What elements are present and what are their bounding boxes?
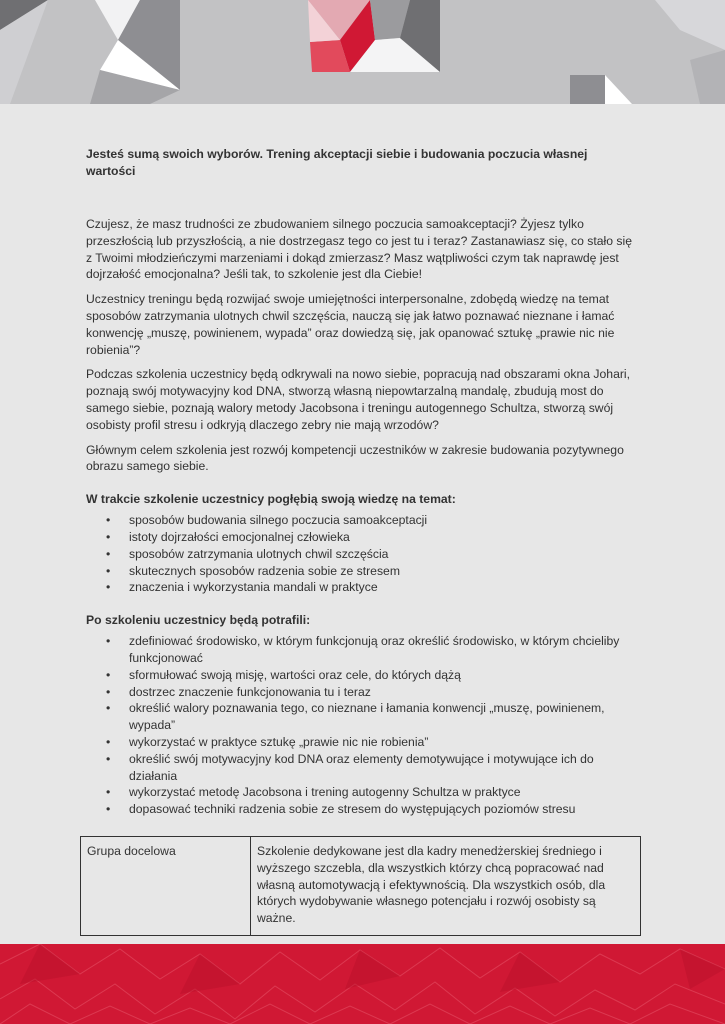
bullet-icon: •: [106, 513, 111, 528]
list-item: [86, 529, 634, 546]
target-group-table: [80, 836, 641, 936]
bullet-icon: •: [106, 580, 111, 595]
document-title: Jesteś sumą swoich wyborów. Trening akceptacji siebie i budowania poczucia własnej wartości: [86, 147, 588, 178]
list-item-text: wykorzystać w praktyce sztukę „prawie nic nie robienia”: [129, 734, 429, 749]
list-item-text: określić walory poznawania tego, co nieznane i łamania konwencji „muszę, powinienem, wypada”: [129, 701, 605, 733]
list-item: [86, 784, 634, 801]
list-item: [86, 667, 634, 684]
skills-list: [86, 633, 634, 818]
list-item: [86, 563, 634, 580]
table-label-cell: Grupa docelowa: [81, 837, 251, 936]
list-item-text: zdefiniować środowisko, w którym funkcjonują oraz określić środowisko, w którym chcieliby funkcjonować: [129, 634, 620, 665]
list-item-text: sposobów zatrzymania ulotnych chwil szczęścia: [129, 546, 389, 561]
intro-paragraph-1: Czujesz, że masz trudności ze zbudowaniem silnego poczucia samoakceptacji? Żyjesz tylko przeszłością lub przyszłością, a nie dostrzegasz tego co jest tu i teraz? Zastanawiasz się, co stało się z Twoimi młodzieńczymi marzeniami i dokąd zmierzasz? Masz wątpliwości czym tak naprawdę jest dojrzałość emocjonalna? Jeśli tak, to szkolenie jest dla Ciebie!: [86, 217, 632, 282]
list-item: [86, 579, 634, 596]
skills-section-heading: Po szkoleniu uczestnicy będą potrafili:: [86, 613, 311, 628]
table-value-cell: Szkolenie dedykowane jest dla kadry menedżerskiej średniego i wyższego szczebla, dla wszystkich którzy chcą popracować nad własną automotywacją i efektywnością. Dla wszystkich osób, dla których wydobywanie własnego potencjału i rozwój osobisty są ważne.: [251, 837, 641, 936]
list-item-text: znaczenia i wykorzystania mandali w praktyce: [129, 580, 378, 595]
bullet-icon: •: [106, 734, 111, 749]
list-item: [86, 751, 634, 785]
intro-paragraph-2: Uczestnicy treningu będą rozwijać swoje umiejętności interpersonalne, zdobędą wiedzę na temat sposobów zatrzymania ulotnych chwil szczęścia, nauczą się jak łatwo poznawać nieznane i łamać konwencję „muszę, powinienem, wypada” oraz dowiedzą się, jak opanować sztukę „prawie nic nie robienia”?: [86, 292, 615, 357]
knowledge-section-heading: W trakcie szkolenie uczestnicy pogłębią swoją wiedzę na temat:: [86, 492, 456, 507]
list-item: [86, 700, 634, 734]
footer-decorative-banner: [0, 944, 725, 1024]
bullet-icon: •: [106, 701, 111, 716]
list-item-text: wykorzystać metodę Jacobsona i trening autogenny Schultza w praktyce: [129, 785, 521, 800]
list-item-text: istoty dojrzałości emocjonalnej człowieka: [129, 529, 350, 544]
document-body: [86, 146, 634, 818]
list-item: [86, 801, 634, 818]
list-item-text: skutecznych sposobów radzenia sobie ze stresem: [129, 563, 400, 578]
knowledge-list: [86, 512, 634, 596]
table-row: [81, 837, 641, 936]
list-item: [86, 734, 634, 751]
intro-paragraph-4: Głównym celem szkolenia jest rozwój kompetencji uczestników w zakresie budowania pozytywnego obrazu samego siebie.: [86, 442, 624, 474]
bullet-icon: •: [106, 802, 111, 817]
list-item: [86, 512, 634, 529]
geometric-pattern-graphic: [0, 0, 725, 104]
bullet-icon: •: [106, 785, 111, 800]
list-item: [86, 684, 634, 701]
list-item: [86, 633, 634, 667]
list-item: [86, 546, 634, 563]
list-item-text: dostrzec znaczenie funkcjonowania tu i teraz: [129, 684, 371, 699]
list-item-text: określić swój motywacyjny kod DNA oraz elementy demotywujące i motywujące ich do działania: [129, 751, 594, 783]
bullet-icon: •: [106, 667, 111, 682]
bullet-icon: •: [106, 546, 111, 561]
header-decorative-banner: [0, 0, 725, 104]
bullet-icon: •: [106, 684, 111, 699]
list-item-text: sformułować swoją misję, wartości oraz cele, do których dążą: [129, 667, 461, 682]
intro-paragraph-3: Podczas szkolenia uczestnicy będą odkrywali na nowo siebie, popracują nad obszarami okna Johari, poznają swój motywacyjny kod DNA, stworzą własną niepowtarzalną mandalę, zbudują most do samego siebie, poznają walory metody Jacobsona i treningu autogennego Schultza, stworzą swój osobisty profil stresu i odkryją dlaczego zebry nie mają wrzodów?: [86, 367, 631, 432]
list-item-text: sposobów budowania silnego poczucia samoakceptacji: [129, 513, 428, 528]
bullet-icon: •: [106, 751, 111, 766]
bullet-icon: •: [106, 529, 111, 544]
bullet-icon: •: [106, 634, 111, 649]
footer-pattern-graphic: [0, 944, 725, 1024]
bullet-icon: •: [106, 563, 111, 578]
list-item-text: dopasować techniki radzenia sobie ze stresem do występujących poziomów stresu: [129, 802, 576, 817]
